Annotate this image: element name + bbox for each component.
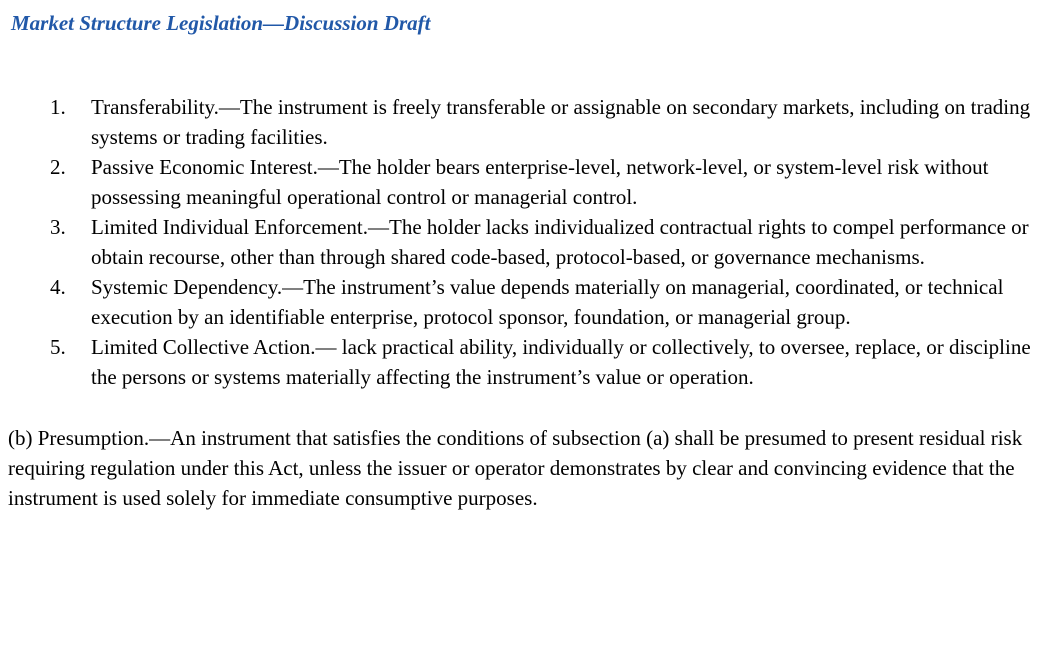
conditions-list — [8, 92, 1048, 392]
list-item-number: 5. — [50, 335, 66, 359]
list-item — [8, 152, 1048, 212]
list-item-number: 3. — [50, 215, 66, 239]
list-item-text: Transferability.—The instrument is freely transferable or assignable on secondary markets, including on trading systems or trading facilities. — [91, 95, 1031, 149]
list-item-number: 4. — [50, 275, 66, 299]
list-item-number: 2. — [50, 155, 66, 179]
list-item-number: 1. — [50, 95, 66, 119]
list-item-text: Systemic Dependency.—The instrument’s value depends materially on managerial, coordinated, or technical execution by an identifiable enterprise, protocol sponsor, foundation, or managerial group. — [91, 275, 1004, 329]
list-item-text: Limited Individual Enforcement.—The holder lacks individualized contractual rights to compel performance or obtain recourse, other than through shared code-based, protocol-based, or governance mechanisms. — [91, 215, 1029, 269]
list-item — [8, 332, 1048, 392]
page-title: Market Structure Legislation—Discussion Draft — [11, 11, 431, 35]
list-item — [8, 272, 1048, 332]
list-item-text: Passive Economic Interest.—The holder bears enterprise-level, network-level, or system-level risk without possessing meaningful operational control or managerial control. — [91, 155, 989, 209]
list-item-text: Limited Collective Action.— lack practical ability, individually or collectively, to oversee, replace, or discipline the persons or systems materially affecting the instrument’s value or operation. — [91, 335, 1031, 389]
list-item — [8, 92, 1048, 152]
presumption-paragraph: (b) Presumption.—An instrument that satisfies the conditions of subsection (a) shall be presumed to present residual risk requiring regulation under this Act, unless the issuer or operator demonstrates by clear and convincing evidence that the instrument is used solely for immediate consumptive purposes. — [8, 426, 1023, 510]
list-item — [8, 212, 1048, 272]
